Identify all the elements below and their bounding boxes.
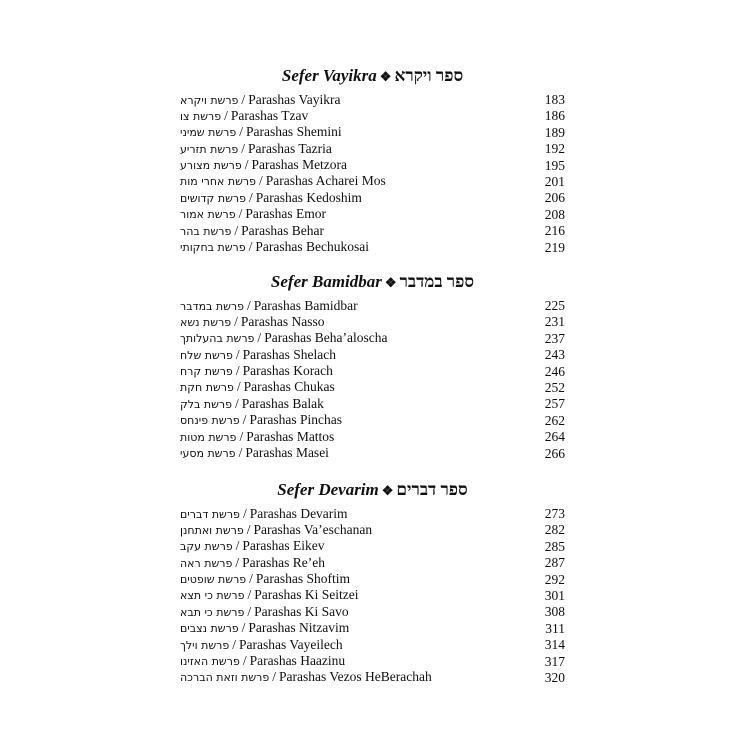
entry-page-number: 231 [544,314,565,330]
entry-page-number: 317 [544,653,565,669]
section-sefer-bamidbar [180,270,565,462]
entry-title-hebrew: פרשת אמור [180,208,236,222]
section-title-hebrew: ספר דברים [396,480,468,499]
section-sefer-devarim [180,478,565,686]
entry-slash: / [234,222,239,238]
entry-slash: / [235,346,240,362]
entry-title-hebrew: פרשת נשא [180,315,232,329]
entry-list [180,298,565,462]
entry-page-number: 264 [544,429,565,445]
entry-title-english: Parashas Bechukosai [255,239,370,255]
entry-page-number: 301 [544,587,565,603]
entry-title-hebrew: פרשת ואתחנן [180,523,244,537]
entry-title [180,669,432,686]
entry-slash: / [247,297,251,313]
entry-title [180,206,326,223]
diamond-separator-icon: ❖ [379,69,392,84]
entry-title-english: Parashas Eikev [242,538,325,554]
entry-title [180,363,333,380]
toc-entry [180,670,565,686]
entry-title [180,571,350,588]
entry-title-hebrew: פרשת קדושים [180,191,246,205]
entry-page-number: 189 [544,124,565,140]
toc-entry [180,158,565,174]
entry-slash: / [224,107,228,123]
entry-page-number: 192 [544,141,565,157]
entry-title [180,445,329,462]
entry-title-hebrew: פרשת כי תבא [180,605,245,619]
entry-page-number: 287 [544,555,565,571]
entry-title [180,538,325,555]
entry-title-english: Parashas Shelach [242,346,336,362]
entry-slash: / [235,554,240,570]
entry-title [180,620,349,637]
toc-entry [180,429,565,445]
toc-entry [180,174,565,190]
entry-slash: / [242,505,247,521]
entry-title-hebrew: פרשת צו [180,109,222,123]
diamond-separator-icon: ❖ [381,483,394,498]
entry-title-english: Parashas Mattos [246,428,335,444]
entry-title-hebrew: פרשת בלק [180,397,233,411]
toc-entry [180,298,565,314]
toc-entry [180,572,565,588]
entry-page-number: 282 [544,522,565,538]
section-heading [180,64,565,88]
entry-slash: / [241,140,245,156]
entry-page-number: 237 [544,330,565,346]
entry-slash: / [248,189,253,205]
toc-entry [180,380,565,396]
entry-page-number: 292 [544,571,565,587]
entry-page-number: 216 [544,223,565,239]
entry-title [180,653,345,670]
entry-title-english: Parashas Nasso [240,313,325,329]
entry-slash: / [239,124,243,140]
entry-title [180,92,341,109]
entry-title-hebrew: פרשת מסעי [180,447,236,461]
section-title-english: Sefer Bamidbar [270,272,382,291]
section-heading [180,478,565,502]
entry-title-english: Parashas Bamidbar [253,297,358,313]
entry-title [180,330,388,347]
entry-slash: / [235,538,240,554]
entry-title-english: Parashas Emor [245,206,327,222]
entry-slash: / [235,363,240,379]
entry-slash: / [238,206,243,222]
entry-title-english: Parashas Va’eschanan [253,521,373,537]
entry-title-english: Parashas Metzora [251,157,348,173]
entry-title-english: Parashas Behar [241,222,324,238]
toc-entry [180,314,565,330]
toc-entry [180,588,565,604]
toc-entry [180,555,565,571]
entry-page-number: 195 [544,157,565,173]
entry-title-hebrew: פרשת קרח [180,365,233,379]
entry-title [180,190,362,207]
entry-title-hebrew: פרשת בהעלותך [180,332,255,346]
entry-title-hebrew: פרשת עקב [180,540,233,554]
entry-title [180,314,325,331]
entry-title-english: Parashas Ki Seitzei [254,587,359,603]
entry-slash: / [236,379,241,395]
toc-entry [180,396,565,412]
entry-title [180,522,372,539]
entry-title [180,141,332,158]
entry-title-english: Parashas Re’eh [242,554,325,570]
entry-slash: / [248,239,253,255]
entry-title-english: Parashas Balak [241,395,324,411]
entry-title [180,396,324,413]
entry-title-english: Parashas Shemini [245,124,342,140]
entry-page-number: 252 [544,379,565,395]
entry-page-number: 246 [544,363,565,379]
entry-title-english: Parashas Devarim [249,505,348,521]
entry-title-hebrew: פרשת שלח [180,348,233,362]
entry-title [180,347,336,364]
entry-page-number: 206 [544,190,565,206]
entry-slash: / [232,636,236,652]
entry-title-english: Parashas Tazria [247,140,332,156]
entry-page-number: 225 [544,298,565,313]
toc-entry [180,207,565,223]
entry-slash: / [238,445,243,461]
entry-slash: / [244,157,249,173]
entry-list [180,92,565,256]
entry-slash: / [247,603,252,619]
entry-title [180,604,349,621]
entry-title-english: Parashas Vayikra [248,91,341,107]
entry-title-hebrew: פרשת דברים [180,507,240,521]
entry-title-hebrew: פרשת שופטים [180,573,247,587]
entry-page-number: 262 [544,412,565,428]
entry-title-english: Parashas Korach [242,363,333,379]
entry-slash: / [241,620,246,636]
entry-title-hebrew: פרשת מצורע [180,159,242,173]
entry-page-number: 208 [544,206,565,222]
entry-title-english: Parashas Kedoshim [255,189,362,205]
entry-title [180,379,335,396]
toc-entry [180,446,565,462]
toc-entry [180,125,565,141]
entry-slash: / [272,669,277,685]
entry-title-hebrew: פרשת נצבים [180,622,239,636]
entry-title [180,239,369,256]
entry-slash: / [241,91,246,107]
entry-title [180,298,358,315]
entry-page-number: 219 [544,239,565,255]
entry-title-hebrew: פרשת שמיני [180,126,237,140]
entry-title-hebrew: פרשת ראה [180,556,233,570]
entry-slash: / [234,313,238,329]
entry-title-hebrew: פרשת תזריע [180,142,239,156]
entry-title [180,124,342,141]
entry-title-english: Parashas Vayeilech [238,636,343,652]
entry-title-hebrew: פרשת ויקרא [180,93,239,107]
entry-page-number: 314 [544,637,565,653]
section-sefer-vayikra [180,64,565,256]
entry-title-english: Parashas Beha’aloscha [264,330,388,346]
toc-entry [180,604,565,620]
toc-entry [180,331,565,347]
entry-page-number: 266 [544,445,565,461]
entry-title [180,412,342,429]
entry-title-english: Parashas Pinchas [249,412,343,428]
entry-slash: / [242,653,247,669]
entry-title-english: Parashas Tzav [230,107,309,123]
entry-slash: / [249,571,253,587]
entry-page-number: 285 [544,538,565,554]
toc-entry [180,506,565,522]
entry-title-hebrew: פרשת וזאת הברכה [180,671,270,685]
toc-entry [180,654,565,670]
entry-title [180,157,347,174]
entry-title [180,637,343,654]
entry-title-hebrew: פרשת בהר [180,224,232,238]
entry-title-hebrew: פרשת פינחס [180,414,240,428]
toc-entry [180,522,565,538]
entry-slash: / [235,395,239,411]
entry-title-english: Parashas Haazinu [249,653,346,669]
entry-slash: / [257,330,262,346]
entry-title-english: Parashas Nitzavim [248,620,350,636]
entry-title [180,555,325,572]
entry-page-number: 273 [544,506,565,521]
entry-slash: / [247,587,252,603]
entry-title-hebrew: פרשת במדבר [180,299,245,313]
section-title-hebrew: ספר במדבר [399,272,475,291]
entry-title-hebrew: פרשת חקת [180,381,234,395]
entry-title-english: Parashas Masei [245,445,329,461]
toc-entry [180,621,565,637]
toc-entry [180,190,565,206]
entry-title [180,108,308,125]
toc-entry [180,240,565,256]
entry-title-english: Parashas Shoftim [255,571,351,587]
section-title-english: Sefer Vayikra [281,66,377,85]
entry-title-english: Parashas Acharei Mos [265,173,386,189]
toc-entry [180,539,565,555]
toc-entry [180,347,565,363]
entry-slash: / [239,428,244,444]
entry-page-number: 320 [544,669,565,685]
entry-page-number: 257 [544,396,565,412]
entry-title-hebrew: פרשת בחקותי [180,241,246,255]
entry-slash: / [242,412,247,428]
entry-title-hebrew: פרשת וילך [180,638,230,652]
entry-title [180,587,358,604]
section-title-hebrew: ספר ויקרא [394,66,464,85]
entry-title-hebrew: פרשת מטות [180,430,237,444]
entry-page-number: 183 [544,92,565,107]
entry-title-hebrew: פרשת האזינו [180,655,240,669]
entry-title [180,223,324,240]
diamond-separator-icon: ❖ [384,275,397,290]
entry-page-number: 201 [544,173,565,189]
entry-page-number: 243 [544,347,565,363]
entry-title [180,506,348,523]
entry-title-hebrew: פרשת אחרי מות [180,175,257,189]
entry-title [180,173,386,190]
toc-entry [180,413,565,429]
toc-entry [180,108,565,124]
toc-entry [180,223,565,239]
entry-page-number: 311 [545,620,565,636]
toc-entry [180,364,565,380]
entry-list [180,506,565,686]
toc-entry [180,141,565,157]
entry-page-number: 186 [544,108,565,124]
entry-slash: / [259,173,263,189]
entry-title-english: Parashas Vezos HeBerachah [279,669,432,685]
entry-title-english: Parashas Ki Savo [254,603,349,619]
entry-page-number: 308 [544,604,565,620]
entry-title-hebrew: פרשת כי תצא [180,589,245,603]
toc-entry [180,92,565,108]
section-title-english: Sefer Devarim [277,480,379,499]
toc-entry [180,637,565,653]
section-heading [180,270,565,294]
entry-title [180,429,334,446]
entry-title-english: Parashas Chukas [243,379,335,395]
entry-slash: / [246,521,251,537]
